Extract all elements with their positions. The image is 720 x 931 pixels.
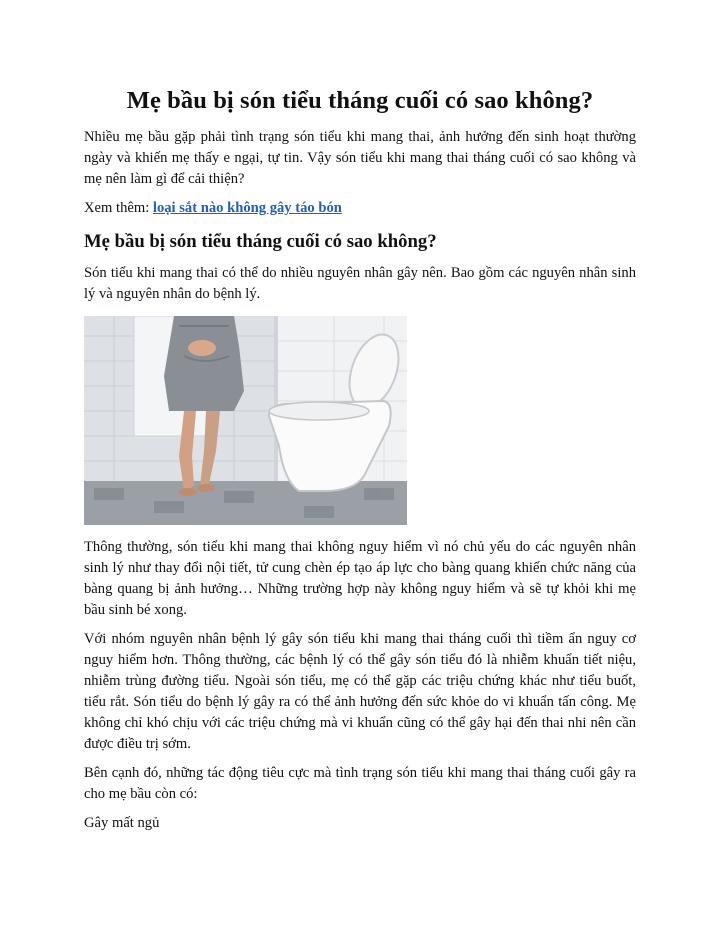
section-heading: Mẹ bầu bị són tiểu tháng cuối có sao không? (84, 231, 437, 253)
see-also-line (84, 198, 636, 219)
paragraph-insomnia: Gây mất ngủ (84, 814, 160, 831)
page-title: Mẹ bầu bị són tiểu tháng cuối có sao không? (126, 87, 594, 114)
paragraph-causes: Són tiểu khi mang thai có thể do nhiều nguyên nhân gây nên. Bao gồm các nguyên nhân sinh lý và nguyên nhân do bệnh lý. (84, 264, 636, 302)
paragraph-pathological: Với nhóm nguyên nhân bệnh lý gây són tiểu khi mang thai tháng cuối thì tiềm ẩn nguy cơ nguy hiểm hơn. Thông thường, các bệnh lý có thể gây són tiểu đó là nhiễm khuẩn tiết niệu, nhiễm trùng đường tiểu. Ngoài són tiểu, mẹ có thể gặp các triệu chứng khác như tiểu buốt, tiểu rắt. Són tiểu do bệnh lý gây ra có thể ảnh hưởng đến sức khỏe do vi khuẩn tấn công. Mẹ không chỉ khó chịu với các triệu chứng mà vi khuẩn cũng có thể gây hại đến thai nhi nên cần được điều trị sớm. (84, 630, 636, 752)
paragraph-impacts: Bên cạnh đó, những tác động tiêu cực mà tình trạng són tiểu khi mang thai tháng cuối gây ra cho mẹ bầu còn có: (84, 764, 636, 802)
see-also-prefix: Xem thêm: (84, 200, 153, 217)
paragraph-physiological: Thông thường, són tiểu khi mang thai không nguy hiểm vì nó chủ yếu do các nguyên nhân sinh lý như thay đổi nội tiết, tử cung chèn ép tạo áp lực cho bàng quang khiến chức năng của bàng quang bị ảnh hưởng… Những trường hợp này không nguy hiểm và sẽ tự khỏi khi mẹ bầu sinh bé xong. (84, 538, 636, 618)
intro-paragraph: Nhiều mẹ bầu gặp phải tình trạng són tiểu khi mang thai, ảnh hưởng đến sinh hoạt thường ngày và khiến mẹ thấy e ngại, tự tin. Vậy són tiểu khi mang thai tháng cuối có sao không và mẹ nên làm gì để cải thiện? (84, 129, 636, 188)
see-also-link[interactable]: loại sắt nào không gây táo bón (152, 200, 342, 217)
document-page (84, 80, 636, 842)
bathroom-photo (84, 316, 407, 525)
